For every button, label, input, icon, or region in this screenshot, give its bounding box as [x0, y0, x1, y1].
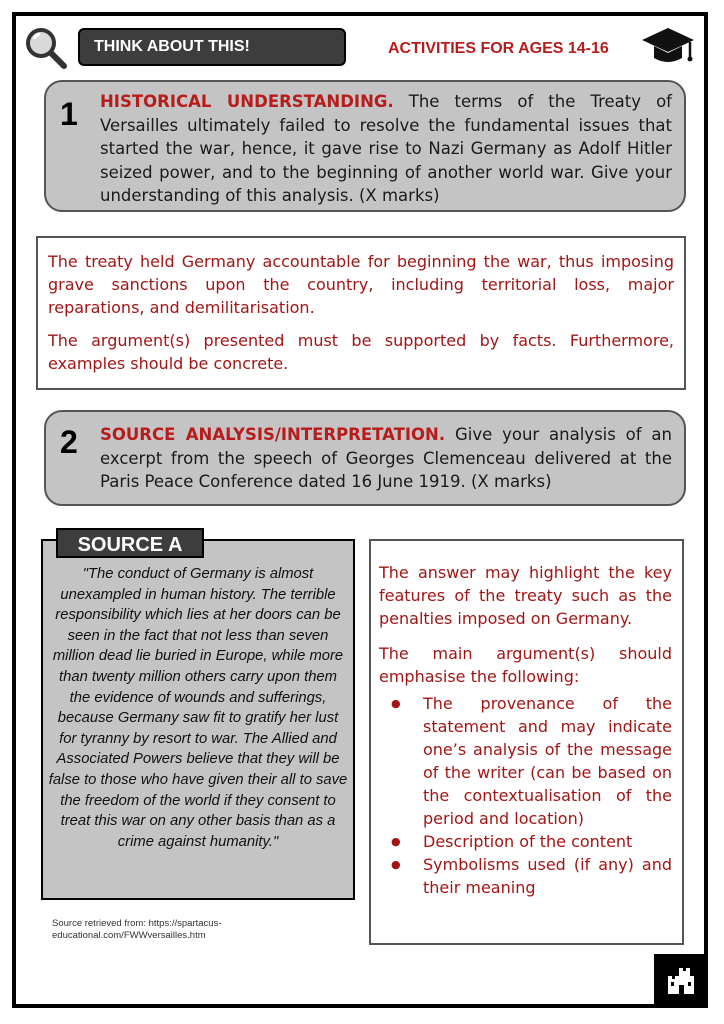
source-a-label: SOURCE A: [56, 528, 204, 558]
list-item: ● Symbolisms used (if any) and their meaning: [423, 853, 672, 899]
answer-paragraph: The argument(s) presented must be supported by facts. Furthermore, examples should be concrete.: [48, 331, 674, 373]
think-about-this-banner: THINK ABOUT THIS!: [78, 28, 346, 66]
answer-bullet-list: [379, 692, 672, 899]
answer-1-box: [36, 236, 686, 390]
source-citation: Source retrieved from: https://spartacus-educational.com/FWWversailles.htm: [52, 918, 222, 941]
question-heading: HISTORICAL UNDERSTANDING.: [100, 92, 394, 111]
question-body: Give your analysis of an excerpt from the speech of Georges Clemenceau delivered at the Paris Peace Conference dated 16 June 1919. (X marks): [100, 425, 672, 491]
question-text: [100, 90, 672, 208]
answer-paragraph: The answer may highlight the key features of the treaty such as the penalties imposed on Germany.: [379, 563, 672, 628]
ages-label: ACTIVITIES FOR AGES 14-16: [388, 40, 609, 57]
question-heading: SOURCE ANALYSIS/INTERPRETATION.: [100, 425, 446, 444]
question-number: 2: [60, 424, 78, 460]
question-number: 1: [60, 96, 78, 132]
answer-2-box: [369, 539, 684, 945]
question-1-box: [44, 80, 686, 212]
list-item: ● Description of the content: [423, 830, 672, 853]
castle-logo-icon: [654, 954, 708, 1008]
source-quote: "The conduct of Germany is almost unexampled in human history. The terrible responsibility which lies at her doors can be seen in the fact that not less than seven million dead lie buried in Europe, while more than twenty million others carry upon them the evidence of wounds and sufferings, because Germany saw fit to gratify her lust for tyranny by resort to war. The Allied and Associated Powers believe that they will be false to those who have given their all to save the freedom of the world if they consent to treat this war on any other basis than as a crime against humanity.": [48, 566, 348, 850]
graduation-cap-icon: [640, 22, 696, 70]
answer-paragraph: The main argument(s) should emphasise the following:: [379, 644, 672, 686]
list-item: ● The provenance of the statement and may indicate one’s analysis of the message of the writer (can be based on the contextualisation of the period and location): [423, 692, 672, 830]
answer-paragraph: The treaty held Germany accountable for beginning the war, thus imposing grave sanctions upon the country, including territorial loss, major reparations, and demilitarisation.: [48, 252, 674, 317]
magnifier-icon: [24, 26, 68, 70]
question-text: [100, 423, 672, 494]
question-body: The terms of the Treaty of Versailles ultimately failed to resolve the fundamental issues that started the war, hence, it gave rise to Nazi Germany as Adolf Hitler seized power, and to the beginning of another world war. Give your understanding of this analysis. (X marks): [100, 92, 672, 205]
question-2-box: [44, 410, 686, 506]
